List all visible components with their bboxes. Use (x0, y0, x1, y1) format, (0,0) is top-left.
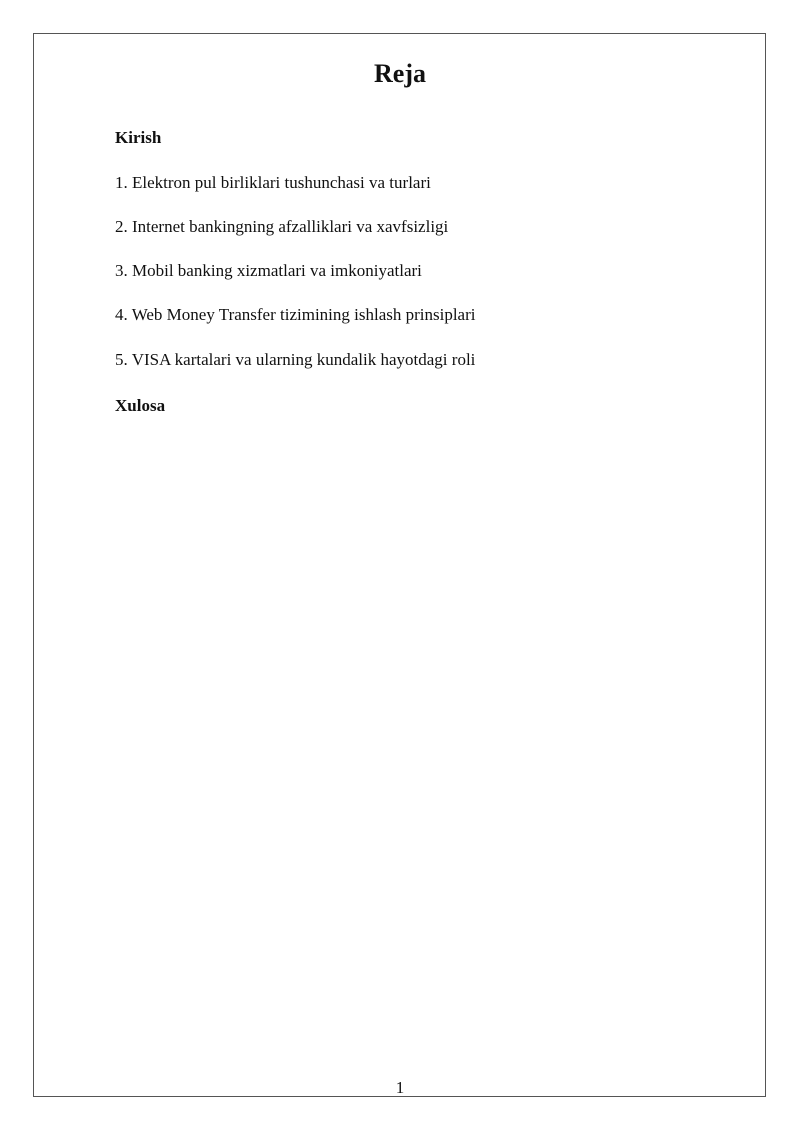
outline-item-3: 3. Mobil banking xizmatlari va imkoniyatlari (115, 261, 422, 280)
outline-item-introduction: Kirish (115, 128, 162, 147)
page-number: 1 (395, 1078, 405, 1097)
page-title: Reja (374, 59, 426, 88)
outline-item-4: 4. Web Money Transfer tizimining ishlash prinsiplari (115, 305, 476, 324)
outline-item-conclusion: Xulosa (115, 396, 166, 415)
outline-item-5: 5. VISA kartalari va ularning kundalik hayotdagi roli (115, 350, 476, 369)
outline-item-2: 2. Internet bankingning afzalliklari va xavfsizligi (115, 217, 449, 236)
outline-item-1: 1. Elektron pul birliklari tushunchasi va turlari (115, 173, 431, 192)
